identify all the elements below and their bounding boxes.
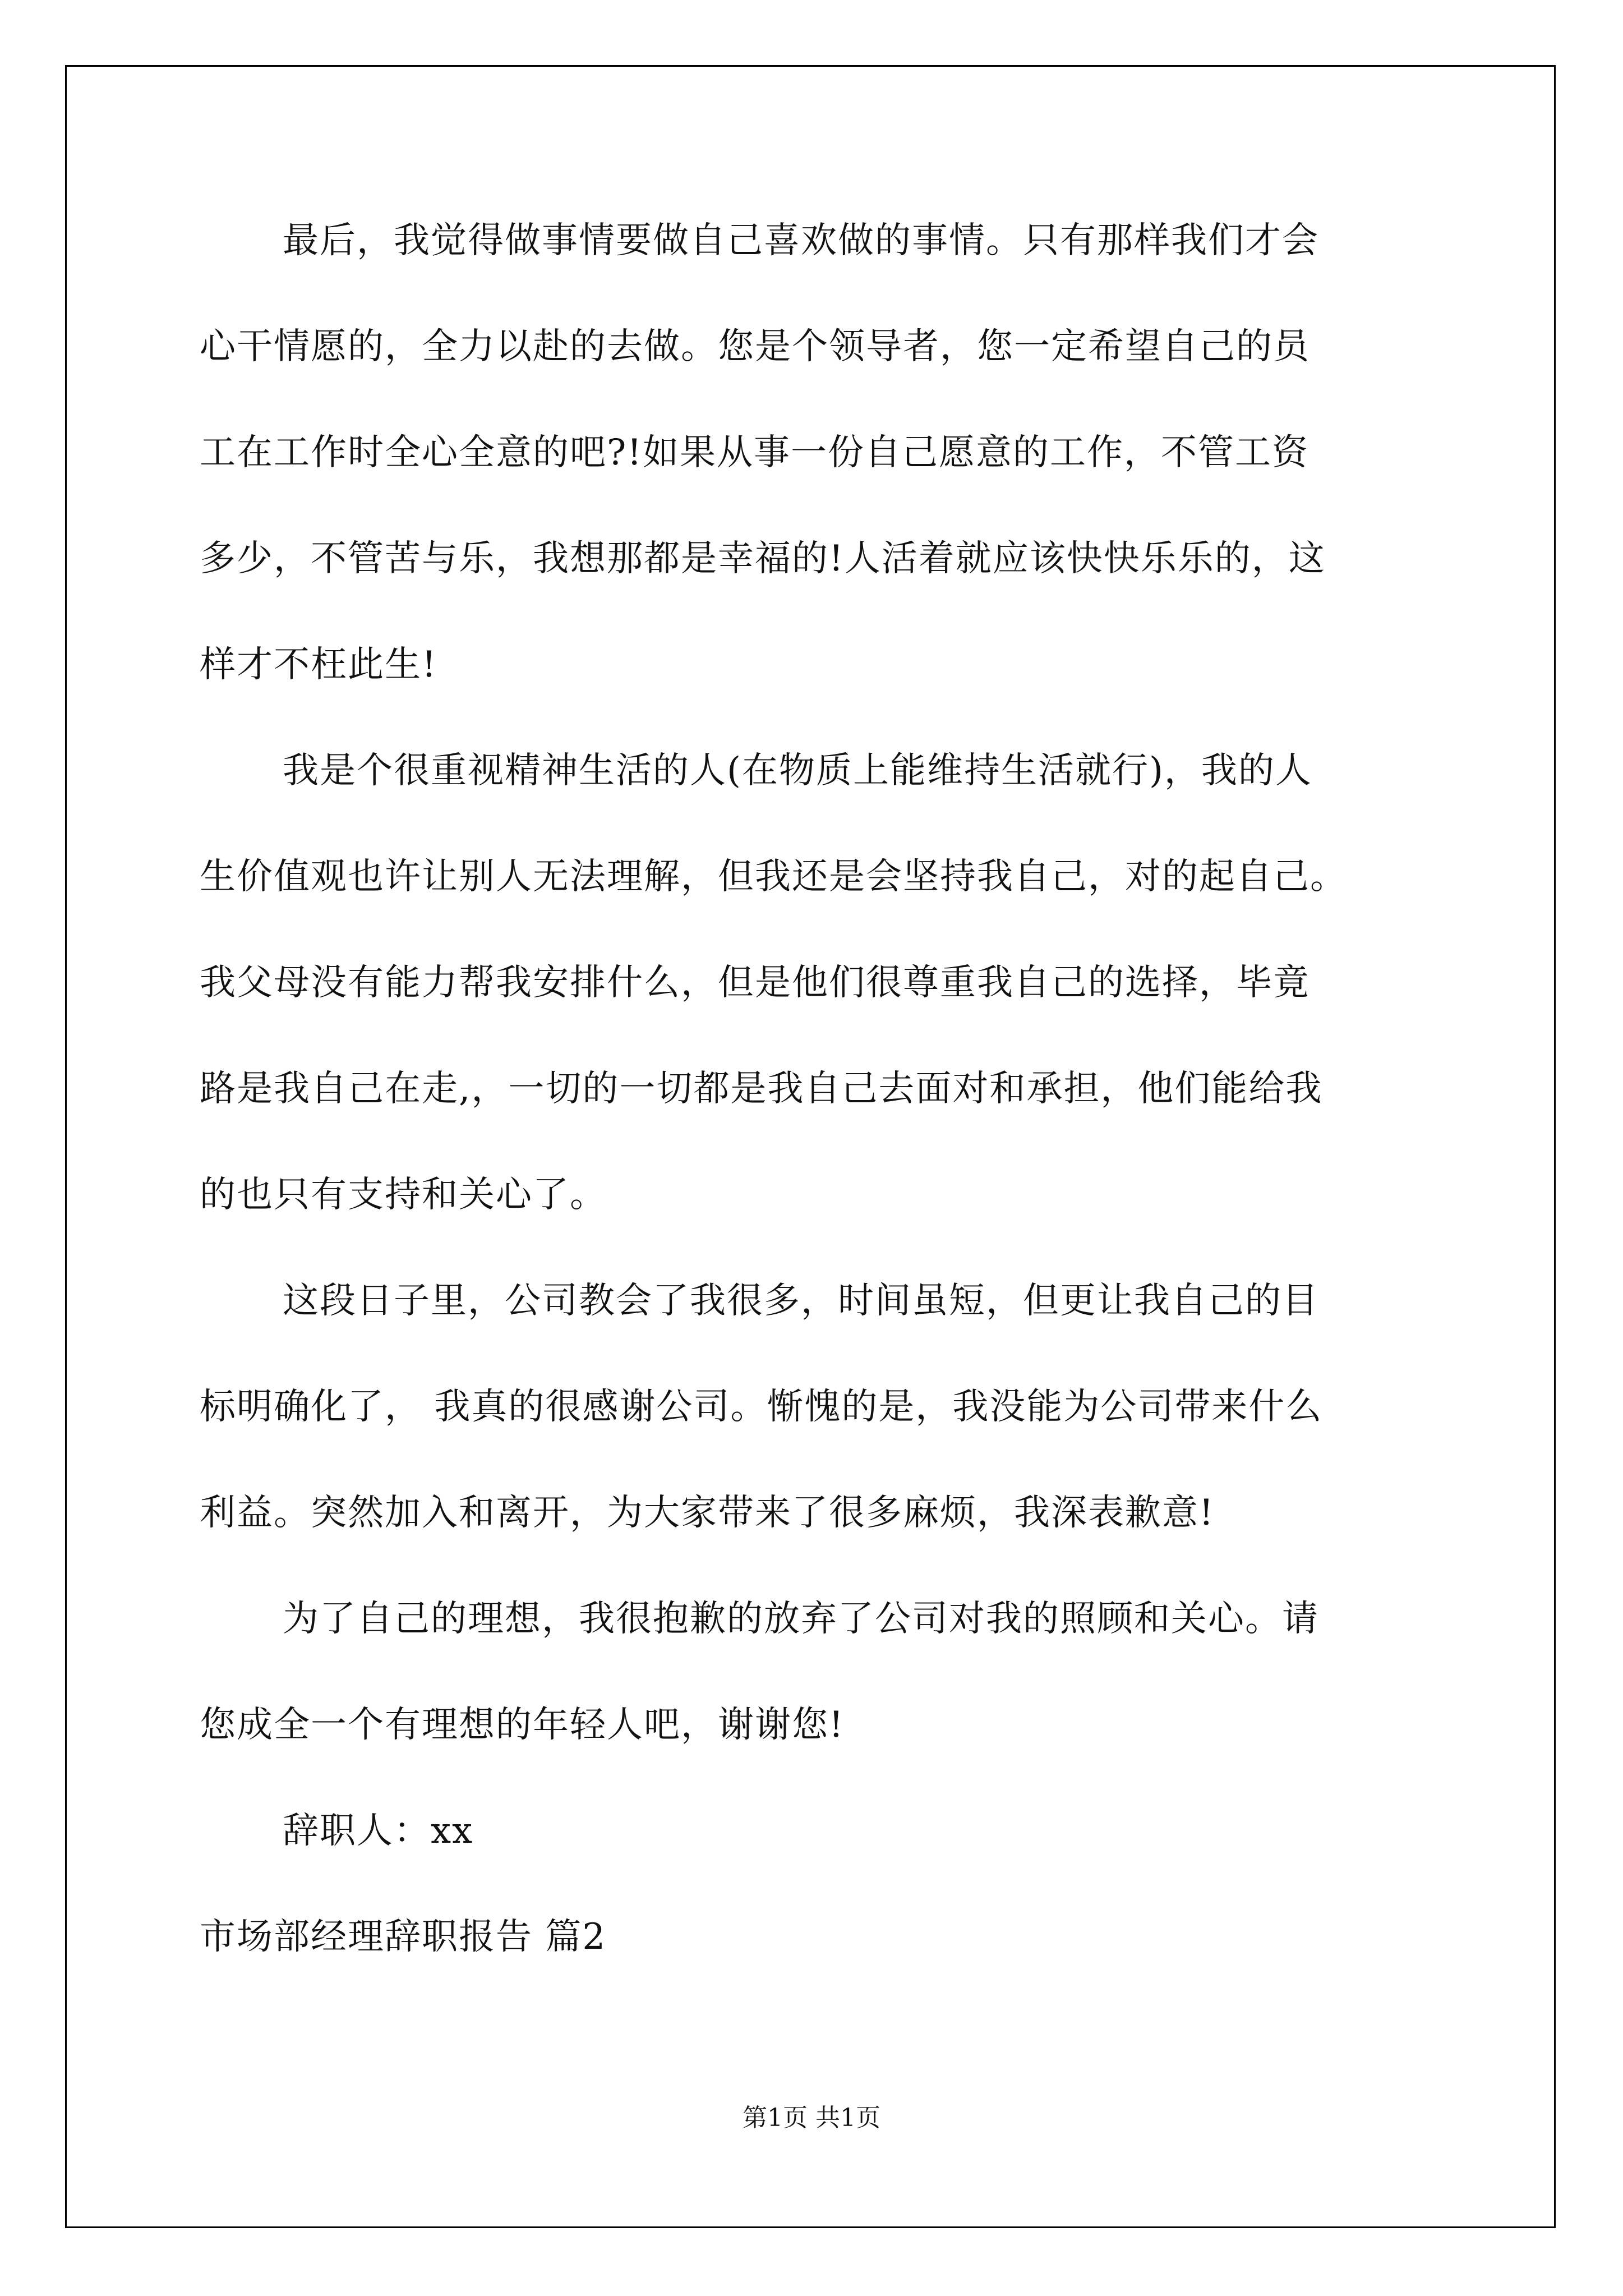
paragraph-line: 的也只有支持和关心了。 — [200, 1174, 607, 1216]
paragraph-line: 心干情愿的，全力以赴的去做。您是个领导者，您一定希望自己的员 — [200, 326, 1310, 367]
paragraph-line: 利益。突然加入和离开，为大家带来了很多麻烦，我深表歉意! — [200, 1492, 1215, 1534]
page-footer: 第1页 共1页 — [743, 2104, 880, 2132]
section-heading: 市场部经理辞职报告 篇2 — [200, 1916, 607, 1958]
paragraph-line: 这段日子里，公司教会了我很多，时间虽短，但更让我自己的目 — [283, 1280, 1319, 1322]
paragraph-line: 为了自己的理想，我很抱歉的放弃了公司对我的照顾和关心。请 — [283, 1598, 1319, 1640]
paragraph-line: 样才不枉此生! — [200, 644, 437, 685]
document-body — [200, 221, 1433, 2023]
paragraph-line: 工在工作时全心全意的吧?!如果从事一份自己愿意的工作，不管工资 — [200, 432, 1310, 473]
paragraph-line: 路是我自己在走,，一切的一切都是我自己去面对和承担，他们能给我 — [200, 1068, 1323, 1110]
paragraph-line: 多少，不管苦与乐，我想那都是幸福的!人活着就应该快快乐乐的，这 — [200, 538, 1326, 579]
signature: 辞职人：xx — [283, 1810, 474, 1852]
paragraph-line: 我父母没有能力帮我安排什么，但是他们很尊重我自己的选择，毕竟 — [200, 962, 1310, 1004]
paragraph-line: 生价值观也许让别人无法理解，但我还是会坚持我自己，对的起自己。 — [200, 856, 1347, 898]
paragraph-line: 最后，我觉得做事情要做自己喜欢做的事情。只有那样我们才会 — [283, 220, 1319, 261]
paragraph-line: 标明确化了， 我真的很感谢公司。惭愧的是，我没能为公司带来什么 — [200, 1386, 1323, 1428]
paragraph-line: 我是个很重视精神生活的人(在物质上能维持生活就行)，我的人 — [283, 750, 1312, 792]
paragraph-line: 您成全一个有理想的年轻人吧，谢谢您! — [200, 1704, 845, 1746]
